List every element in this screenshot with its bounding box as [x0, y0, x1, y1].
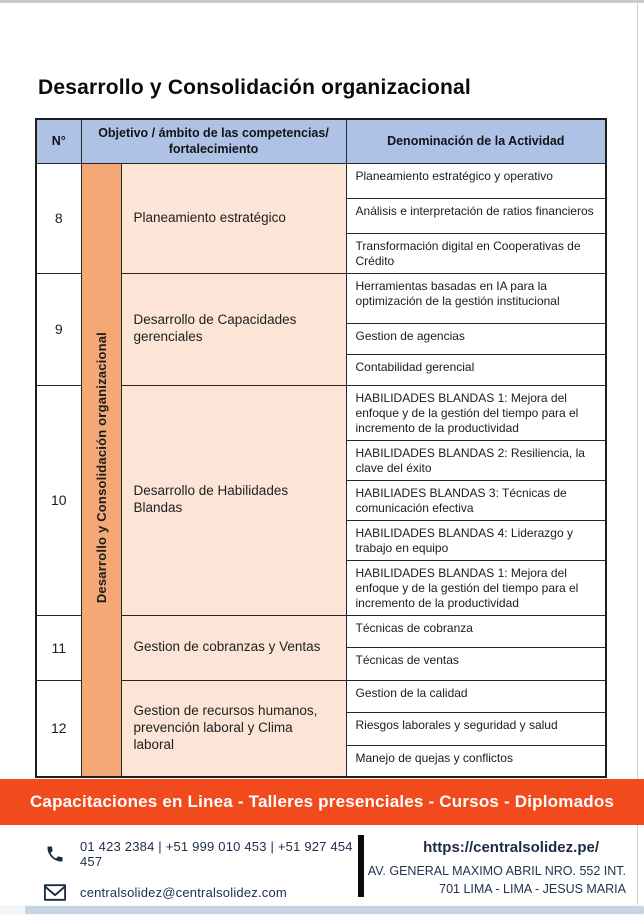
- activity-cell: Gestion de la calidad: [346, 680, 606, 712]
- group-number: 8: [36, 163, 81, 273]
- activity-cell: Riesgos laborales y seguridad y salud: [346, 712, 606, 745]
- website-url[interactable]: https://centralsolidez.pe/: [423, 839, 599, 856]
- activity-cell: Gestion de agencias: [346, 323, 606, 354]
- activity-cell: Contabilidad gerencial: [346, 354, 606, 385]
- competencies-table: [35, 118, 607, 778]
- envelope-icon: [44, 882, 66, 904]
- activity-cell: Planeamiento estratégico y operativo: [346, 163, 606, 198]
- objective-cell: Desarrollo de Habilidades Blandas: [121, 385, 346, 615]
- phone-icon: [44, 843, 66, 865]
- activity-cell: HABILIDADES BLANDAS 4: Liderazgo y trabajo en equipo: [346, 520, 606, 560]
- email-row: [44, 882, 358, 904]
- table-row: [36, 680, 606, 712]
- activity-cell: Técnicas de cobranza: [346, 615, 606, 647]
- activity-cell: Transformación digital en Cooperativas de Crédito: [346, 233, 606, 273]
- window-right-edge: [637, 3, 638, 905]
- objective-cell: Planeamiento estratégico: [121, 163, 346, 273]
- phone-numbers: 01 423 2384 | +51 999 010 453 | +51 927 454 457: [80, 838, 353, 869]
- footer-address-block: [364, 825, 644, 905]
- address-line-1: AV. GENERAL MAXIMO ABRIL NRO. 552 INT.: [367, 864, 626, 878]
- header-num: N°: [36, 119, 81, 163]
- table-row: [36, 385, 606, 440]
- window-top-edge: [0, 0, 644, 3]
- activity-cell: HABILIADES BLANDAS 3: Técnicas de comunicación efectiva: [346, 480, 606, 520]
- address-line-2: 701 LIMA - LIMA - JESUS MARIA: [439, 882, 626, 897]
- horizontal-scrollbar[interactable]: [0, 905, 644, 915]
- group-number: 11: [36, 615, 81, 680]
- page-title: Desarrollo y Consolidación organizacional: [38, 76, 471, 99]
- group-number: 10: [36, 385, 81, 615]
- promo-banner: [0, 779, 644, 825]
- table-row: [36, 273, 606, 323]
- objective-cell: Desarrollo de Capacidades gerenciales: [121, 273, 346, 385]
- table-row: [36, 615, 606, 647]
- activity-cell: Análisis e interpretación de ratios financieros: [346, 198, 606, 233]
- group-number: 9: [36, 273, 81, 385]
- objective-cell: Gestion de cobranzas y Ventas: [121, 615, 346, 680]
- activity-cell: HABILIDADES BLANDAS 1: Mejora del enfoque y de la gestión del tiempo para el incremento de la productividad: [346, 385, 606, 440]
- horizontal-scrollbar-thumb[interactable]: [25, 906, 644, 914]
- footer: [0, 825, 644, 905]
- email-address[interactable]: centralsolidez@centralsolidez.com: [80, 885, 287, 900]
- table-row: [36, 163, 606, 198]
- activity-cell: Técnicas de ventas: [346, 647, 606, 680]
- table-header-row: [36, 119, 606, 163]
- header-activity: Denominación de la Actividad: [346, 119, 606, 163]
- category-strip: [81, 163, 121, 777]
- group-number: 12: [36, 680, 81, 777]
- activity-cell: HABILIDADES BLANDAS 2: Resiliencia, la clave del éxito: [346, 440, 606, 480]
- activity-cell: Herramientas basadas en IA para la optimización de la gestión institucional: [346, 273, 606, 323]
- activity-cell: HABILIDADES BLANDAS 1: Mejora del enfoque y de la gestión del tiempo para el incremento de la productividad: [346, 560, 606, 615]
- activity-cell: Manejo de quejas y conflictos: [346, 745, 606, 777]
- category-strip-label: Desarrollo y Consolidación organizacional: [93, 331, 109, 603]
- objective-cell: Gestion de recursos humanos, prevención laboral y Clima laboral: [121, 680, 346, 777]
- header-objective: Objetivo / ámbito de las competencias/ fortalecimiento: [81, 119, 346, 163]
- phone-row: [44, 839, 358, 869]
- footer-contact-block: [0, 825, 358, 905]
- promo-banner-text: Capacitaciones en Linea - Talleres presenciales - Cursos - Diplomados: [29, 792, 615, 811]
